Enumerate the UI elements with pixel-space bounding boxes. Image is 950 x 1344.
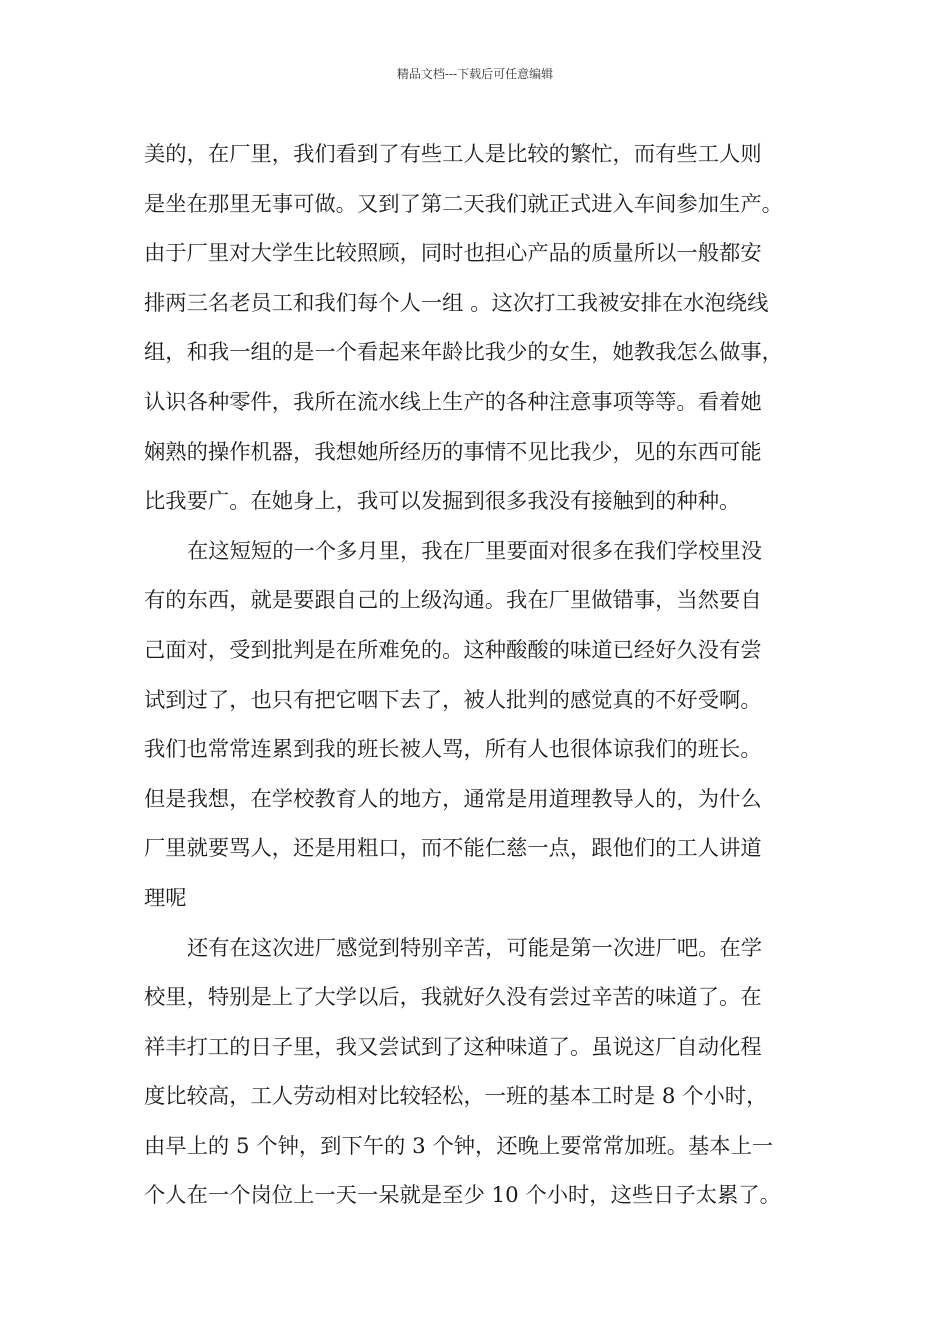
text-line: 己面对，受到批判是在所难免的。这种酸酸的味道已经好久没有尝	[144, 637, 762, 663]
text-line: 度比较高，工人劳动相对比较轻松，一班的基本工时是 8 个小时，	[144, 1084, 768, 1110]
text-line: 比我要广。在她身上，我可以发掘到很多我没有接触到的种种。	[144, 489, 741, 515]
page-header: 精品文档---下载后可任意编辑	[396, 67, 554, 81]
paragraph-1	[144, 130, 816, 527]
document-body	[144, 130, 816, 1221]
text-line: 厂里就要骂人，还是用粗口，而不能仁慈一点，跟他们的工人讲道	[144, 836, 762, 862]
text-line: 认识各种零件，我所在流水线上生产的各种注意事项等等。看着她	[144, 389, 762, 415]
text-line: 校里，特别是上了大学以后，我就好久没有尝过辛苦的味道了。在	[144, 985, 762, 1011]
paragraph-2	[144, 527, 816, 924]
paragraph-3	[144, 924, 816, 1222]
text-line: 排两三名老员工和我们每个人一组 。这次打工我被安排在水泡绕线	[144, 290, 769, 316]
text-line: 我们也常常连累到我的班长被人骂，所有人也很体谅我们的班长。	[144, 737, 762, 763]
text-line: 是坐在那里无事可做。又到了第二天我们就正式进入车间参加生产。	[144, 191, 783, 217]
text-line: 还有在这次进厂感觉到特别辛苦，可能是第一次进厂吧。在学	[187, 935, 763, 961]
text-line: 个人在一个岗位上一天一呆就是至少 10 个小时，这些日子太累了。	[144, 1183, 781, 1209]
text-line: 组，和我一组的是一个看起来年龄比我少的女生，她教我怎么做事，	[144, 340, 783, 366]
text-line: 有的东西，就是要跟自己的上级沟通。我在厂里做错事，当然要自	[144, 588, 762, 614]
text-line: 祥丰打工的日子里，我又尝试到了这种味道了。虽说这厂自动化程	[144, 1034, 762, 1060]
text-line: 由于厂里对大学生比较照顾，同时也担心产品的质量所以一般都安	[144, 241, 762, 267]
text-line: 在这短短的一个多月里，我在厂里要面对很多在我们学校里没	[187, 538, 763, 564]
text-line: 但是我想，在学校教育人的地方，通常是用道理教导人的，为什么	[144, 786, 762, 812]
text-line: 由早上的 5 个钟，到下午的 3 个钟，还晚上要常常加班。基本上一	[144, 1133, 774, 1159]
text-line: 理呢	[144, 885, 187, 911]
text-line: 娴熟的操作机器，我想她所经历的事情不见比我少，见的东西可能	[144, 439, 762, 465]
text-line: 美的，在厂里，我们看到了有些工人是比较的繁忙，而有些工人则	[144, 142, 762, 167]
text-line: 试到过了，也只有把它咽下去了，被人批判的感觉真的不好受啊。	[144, 687, 762, 713]
